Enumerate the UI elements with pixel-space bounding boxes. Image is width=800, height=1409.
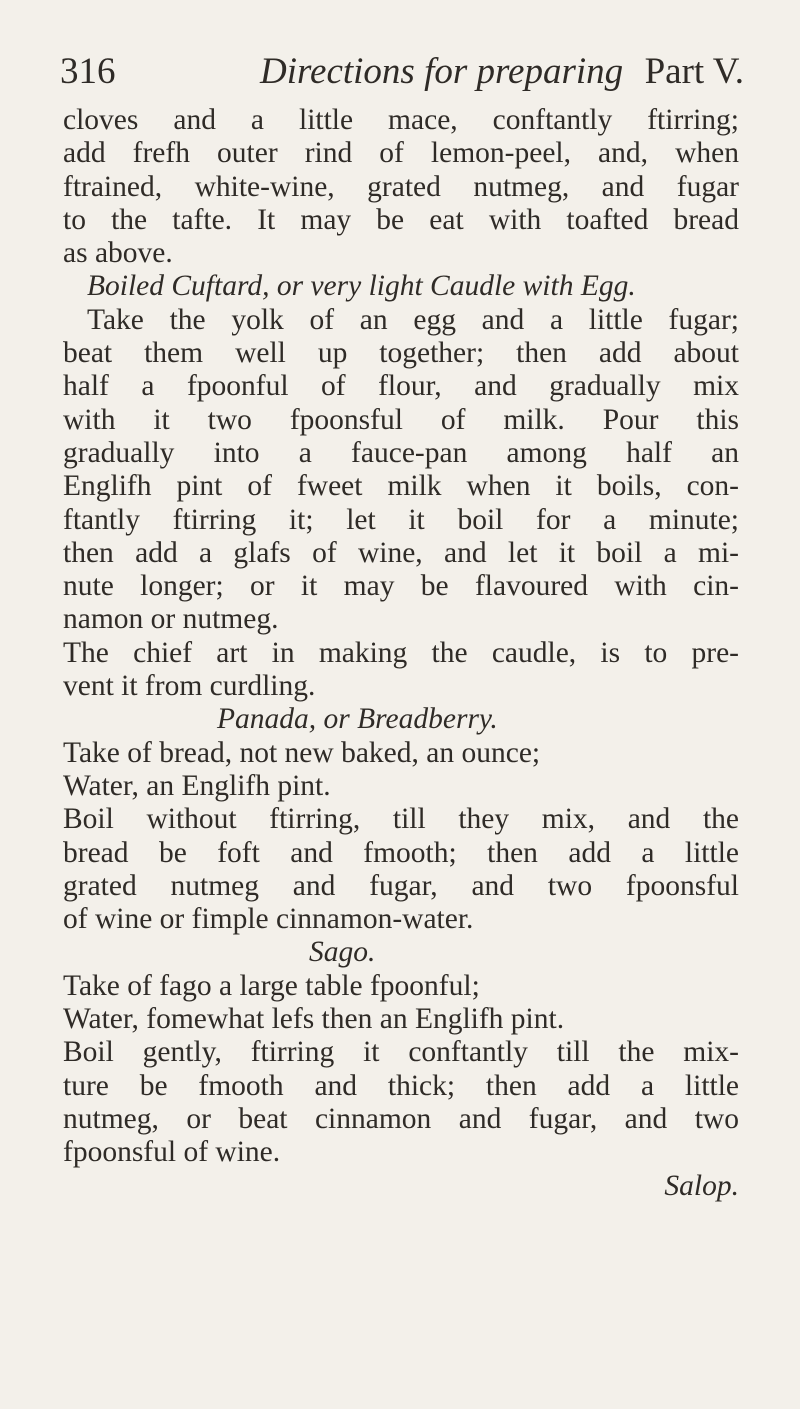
- page-number: 316: [60, 51, 116, 92]
- text-line: Englifh pint of fweet milk when it boils, con-: [63, 470, 739, 503]
- page-header: [60, 48, 744, 96]
- text-line: bread be foft and fmooth; then add a little: [63, 836, 739, 869]
- text-line: add frefh outer rind of lemon-peel, and, when: [63, 137, 739, 170]
- text-line: nute longer; or it may be flavoured with cin-: [63, 570, 739, 603]
- text-line: nutmeg, or beat cinnamon and fugar, and two: [63, 1102, 739, 1135]
- part-label: Part V.: [644, 51, 744, 92]
- text-line: grated nutmeg and fugar, and two fpoonsful: [63, 869, 739, 902]
- text-line: Boil gently, ftirring it conftantly till the mix-: [63, 1036, 739, 1069]
- text-line: Water, fomewhat lefs then an Englifh pint.: [63, 1003, 565, 1036]
- section-heading: Sago.: [309, 936, 376, 969]
- text-line: Take of fago a large table fpoonful;: [63, 969, 480, 1002]
- text-line: to the tafte. It may be eat with toafted bread: [63, 203, 739, 236]
- text-line: Take the yolk of an egg and a little fugar;: [87, 303, 739, 336]
- text-line: vent it from curdling.: [63, 670, 316, 703]
- text-line: Water, an Englifh pint.: [63, 769, 331, 802]
- text-line: Take of bread, not new baked, an ounce;: [63, 736, 541, 769]
- text-line: fpoonsful of wine.: [63, 1136, 281, 1169]
- running-title: Directions for preparing: [260, 51, 624, 92]
- catchword: Salop.: [664, 1169, 739, 1202]
- text-line: ftantly ftirring it; let it boil for a minute;: [63, 503, 739, 536]
- text-line: half a fpoonful of flour, and gradually mix: [63, 370, 739, 403]
- text-line: of wine or fimple cinnamon-water.: [63, 903, 474, 936]
- text-line: as above.: [63, 237, 173, 270]
- text-line: ftrained, white-wine, grated nutmeg, and fugar: [63, 170, 739, 203]
- text-line: beat them well up together; then add about: [63, 337, 739, 370]
- text-line: namon or nutmeg.: [63, 603, 279, 636]
- text-line: cloves and a little mace, conftantly ftirring;: [63, 104, 739, 136]
- text-line: The chief art in making the caudle, is to pre-: [63, 636, 739, 669]
- body-text: [63, 104, 763, 1203]
- text-line: gradually into a fauce-pan among half an: [63, 436, 739, 469]
- section-heading: Panada, or Breadberry.: [217, 703, 498, 736]
- text-line: with it two fpoonsful of milk. Pour this: [63, 403, 739, 436]
- text-line: then add a glafs of wine, and let it boil a mi-: [63, 536, 739, 569]
- text-line: Boil without ftirring, till they mix, and the: [63, 803, 739, 836]
- text-line: ture be fmooth and thick; then add a little: [63, 1069, 739, 1102]
- section-heading: Boiled Cuftard, or very light Caudle with Egg.: [87, 270, 636, 303]
